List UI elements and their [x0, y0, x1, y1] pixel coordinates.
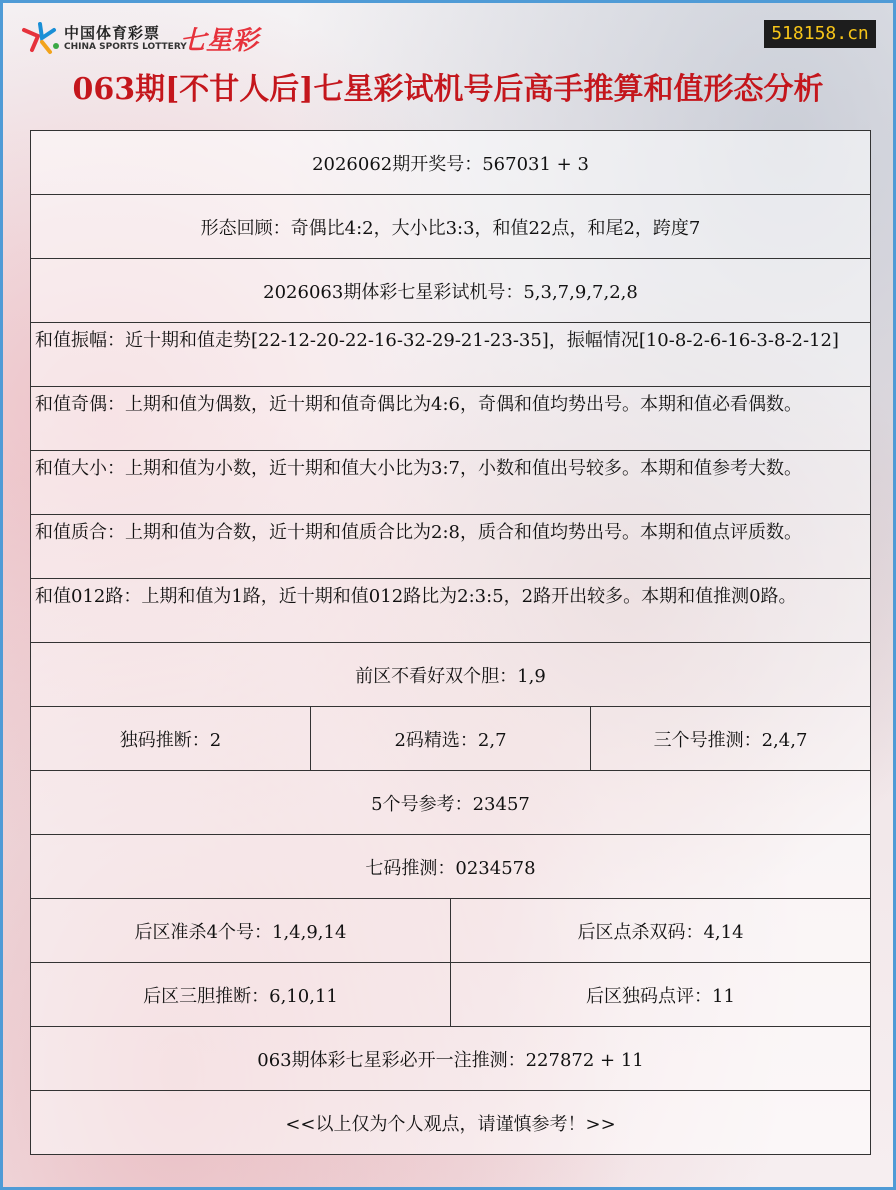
table-row: [30, 322, 871, 386]
sum-prime-composite-cell: 和值质合：上期和值为合数，近十期和值质合比为2:8，质合和值均势出号。本期和值点评质数。: [35, 522, 802, 543]
back-single-cell: 后区独码点评：11: [450, 963, 870, 1026]
table-row: [30, 1090, 871, 1155]
logo-en-text: CHINA SPORTS LOTTERY: [64, 42, 187, 52]
sum-amplitude-cell: 和值振幅：近十期和值走势[22-12-20-22-16-32-29-21-23-35]，振幅情况[10-8-2-6-16-3-8-2-12]: [35, 330, 839, 351]
back-kill-four-cell: 后区准杀4个号：1,4,9,14: [134, 921, 347, 943]
table-row: [30, 578, 871, 642]
logo-game-name: 七星彩: [180, 26, 259, 56]
single-code-cell: 独码推断：2: [119, 729, 222, 751]
two-code-cell: 2码精选：2,7: [310, 707, 590, 770]
sum-big-small-cell: 和值大小：上期和值为小数，近十期和值大小比为3:7，小数和值出号较多。本期和值参考大数。: [35, 458, 802, 479]
sum-odd-even-cell: 和值奇偶：上期和值为偶数，近十期和值奇偶比为4:6，奇偶和值均势出号。本期和值必看偶数。: [35, 394, 802, 415]
table-row: [30, 642, 871, 706]
table-row: [30, 194, 871, 258]
analysis-table: [30, 130, 871, 1155]
front-double-cell: 前区不看好双个胆：1,9: [355, 665, 546, 687]
pattern-review-cell: 形态回顾：奇偶比4:2，大小比3:3，和值22点，和尾2，跨度7: [200, 217, 701, 239]
table-row: [30, 898, 871, 962]
table-row: [30, 770, 871, 834]
table-row: [30, 450, 871, 514]
table-row: [30, 1026, 871, 1090]
table-row: [30, 834, 871, 898]
logo-cn-text: 中国体育彩票: [64, 24, 161, 42]
table-row: [30, 706, 871, 770]
five-code-cell: 5个号参考：23457: [371, 793, 530, 815]
table-row: [30, 258, 871, 322]
disclaimer-cell: <<以上仅为个人观点，请谨慎参考！>>: [285, 1113, 616, 1135]
seven-code-cell: 七码推测：0234578: [365, 857, 536, 879]
test-numbers-cell: 2026063期体彩七星彩试机号：5,3,7,9,7,2,8: [263, 281, 638, 303]
back-three-cell: 后区三胆推断：6,10,11: [143, 985, 338, 1007]
three-code-cell: 三个号推测：2,4,7: [590, 707, 870, 770]
site-badge[interactable]: 518158.cn: [764, 20, 876, 48]
table-row: [30, 962, 871, 1026]
table-row: [30, 386, 871, 450]
draw-result-cell: 2026062期开奖号：567031 + 3: [312, 153, 589, 175]
page-title: 063期[不甘人后]七星彩试机号后高手推算和值形态分析: [72, 72, 824, 107]
back-kill-double-cell: 后区点杀双码：4,14: [450, 899, 870, 962]
table-row: [30, 514, 871, 578]
must-bet-cell: 063期体彩七星彩必开一注推测：227872 + 11: [257, 1049, 644, 1071]
table-row: [30, 130, 871, 194]
sum-route-012-cell: 和值012路：上期和值为1路，近十期和值012路比为2:3:5，2路开出较多。本期和值推测0路。: [35, 586, 797, 607]
lottery-logo-icon: [20, 20, 60, 56]
